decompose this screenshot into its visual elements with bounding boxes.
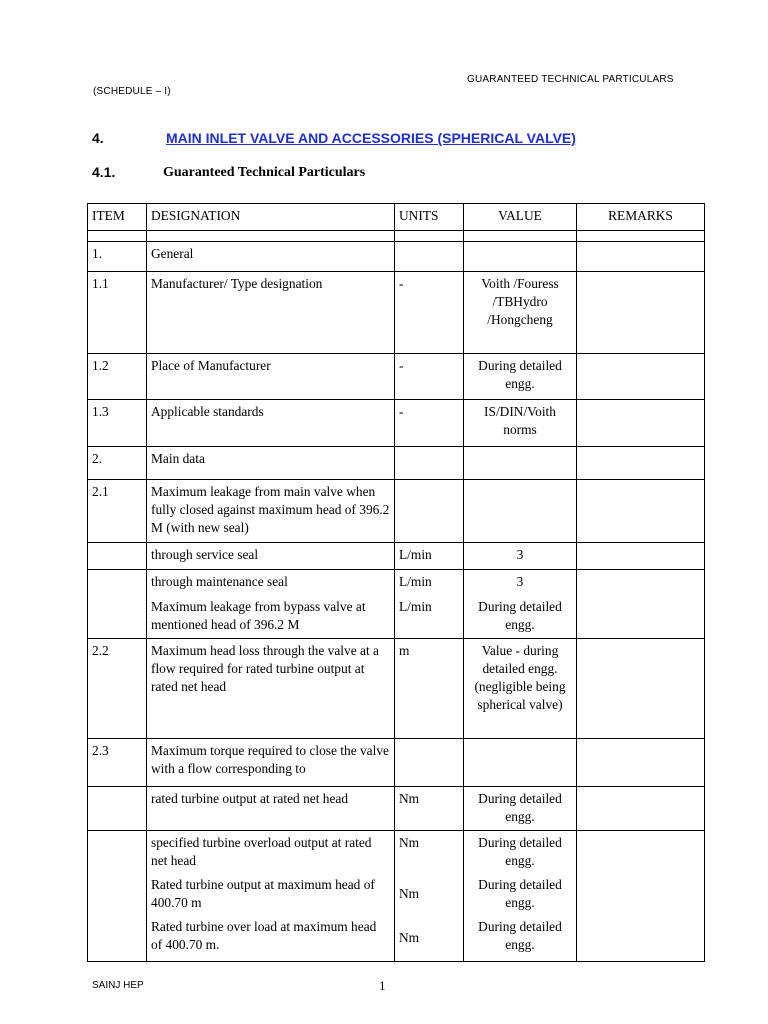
row-designation: Maximum head loss through the valve at a flow required for rated turbine output at rated net head xyxy=(147,639,395,739)
row-item: 2. xyxy=(88,447,147,480)
row-remarks xyxy=(577,400,705,447)
table-row xyxy=(88,639,705,739)
header-units: UNITS xyxy=(395,204,464,231)
row-units: L/min xyxy=(399,574,432,589)
row-units: - xyxy=(395,400,464,447)
row-value-tertiary: During detailed engg. xyxy=(478,919,562,952)
subsection-title: Guaranteed Technical Particulars xyxy=(163,165,366,180)
row-item: 1. xyxy=(88,242,147,272)
row-units-tertiary: Nm xyxy=(399,930,420,945)
subsection-number: 4.1. xyxy=(92,164,116,180)
schedule-label: (SCHEDULE – I) xyxy=(93,86,171,97)
row-units: Nm xyxy=(395,787,464,831)
row-value xyxy=(464,242,577,272)
row-designation-tertiary: Rated turbine over load at maximum head of 400.70 m. xyxy=(151,919,377,952)
row-designation-secondary: Maximum leakage from bypass valve at mentioned head of 396.2 M xyxy=(151,599,366,632)
row-units: L/min xyxy=(395,543,464,570)
row-remarks xyxy=(577,543,705,570)
table-row xyxy=(88,787,705,831)
row-value: Value - during detailed engg. (negligible being spherical valve) xyxy=(464,639,577,739)
row-units: - xyxy=(395,354,464,400)
row-value xyxy=(464,739,577,787)
header-value: VALUE xyxy=(464,204,577,231)
row-value xyxy=(464,480,577,543)
row-designation: Manufacturer/ Type designation xyxy=(147,272,395,354)
row-value-group xyxy=(464,570,577,639)
row-item xyxy=(88,787,147,831)
row-designation: Place of Manufacturer xyxy=(147,354,395,400)
row-designation: specified turbine overload output at rated net head xyxy=(151,835,372,868)
row-value: 3 xyxy=(516,574,524,589)
row-value: During detailed engg. xyxy=(464,787,577,831)
row-units xyxy=(395,447,464,480)
footer-page-number: 1 xyxy=(379,978,386,993)
row-designation-group xyxy=(147,570,395,639)
row-item: 2.3 xyxy=(88,739,147,787)
section-number: 4. xyxy=(92,130,104,146)
row-designation-group xyxy=(147,831,395,962)
row-value: During detailed engg. xyxy=(478,835,562,868)
row-remarks xyxy=(577,787,705,831)
row-value: During detailed engg. xyxy=(464,354,577,400)
table-row xyxy=(88,739,705,787)
row-item xyxy=(88,831,147,962)
row-designation: Maximum torque required to close the valve with a flow corresponding to xyxy=(147,739,395,787)
row-units xyxy=(395,739,464,787)
row-value: 3 xyxy=(464,543,577,570)
technical-particulars-table xyxy=(87,203,705,962)
row-units: m xyxy=(395,639,464,739)
row-item xyxy=(88,543,147,570)
row-remarks xyxy=(577,354,705,400)
row-units: - xyxy=(395,272,464,354)
row-units-group xyxy=(395,570,464,639)
row-units-secondary: Nm xyxy=(399,886,420,901)
header-remarks: REMARKS xyxy=(577,204,705,231)
row-units xyxy=(395,242,464,272)
row-value-secondary: During detailed engg. xyxy=(478,877,562,910)
table-header-row xyxy=(88,204,705,231)
row-designation: Applicable standards xyxy=(147,400,395,447)
row-designation-secondary: Rated turbine output at maximum head of 400.70 m xyxy=(151,877,375,910)
table-row xyxy=(88,354,705,400)
row-item: 2.1 xyxy=(88,480,147,543)
table-row xyxy=(88,831,705,962)
row-designation: through maintenance seal xyxy=(151,574,288,589)
row-units: Nm xyxy=(399,835,420,850)
table-row xyxy=(88,570,705,639)
row-remarks xyxy=(577,831,705,962)
table-row xyxy=(88,400,705,447)
row-designation: Main data xyxy=(147,447,395,480)
row-value: Voith /Fouress /TBHydro /Hongcheng xyxy=(464,272,577,354)
row-item: 1.2 xyxy=(88,354,147,400)
row-item: 1.1 xyxy=(88,272,147,354)
row-value: IS/DIN/Voith norms xyxy=(464,400,577,447)
row-units xyxy=(395,480,464,543)
footer-project-name: SAINJ HEP xyxy=(92,980,144,991)
row-value xyxy=(464,447,577,480)
document-header-title: GUARANTEED TECHNICAL PARTICULARS xyxy=(467,74,674,85)
row-item: 1.3 xyxy=(88,400,147,447)
header-designation: DESIGNATION xyxy=(147,204,395,231)
row-remarks xyxy=(577,242,705,272)
row-remarks xyxy=(577,739,705,787)
table-row xyxy=(88,480,705,543)
row-item: 2.2 xyxy=(88,639,147,739)
row-units-group xyxy=(395,831,464,962)
row-value-secondary: During detailed engg. xyxy=(478,599,562,632)
row-units-secondary: L/min xyxy=(399,599,432,614)
row-designation: Maximum leakage from main valve when fully closed against maximum head of 396.2 M (with new seal) xyxy=(147,480,395,543)
row-remarks xyxy=(577,272,705,354)
row-remarks xyxy=(577,639,705,739)
header-item: ITEM xyxy=(88,204,147,231)
row-remarks xyxy=(577,447,705,480)
table-row xyxy=(88,447,705,480)
table-row xyxy=(88,272,705,354)
row-designation: rated turbine output at rated net head xyxy=(147,787,395,831)
table-row xyxy=(88,543,705,570)
row-item xyxy=(88,570,147,639)
table-spacer-row xyxy=(88,231,705,242)
table-row xyxy=(88,242,705,272)
row-designation: General xyxy=(147,242,395,272)
row-remarks xyxy=(577,480,705,543)
row-remarks xyxy=(577,570,705,639)
row-designation: through service seal xyxy=(147,543,395,570)
section-title: MAIN INLET VALVE AND ACCESSORIES (SPHERICAL VALVE) xyxy=(166,130,576,146)
row-value-group xyxy=(464,831,577,962)
